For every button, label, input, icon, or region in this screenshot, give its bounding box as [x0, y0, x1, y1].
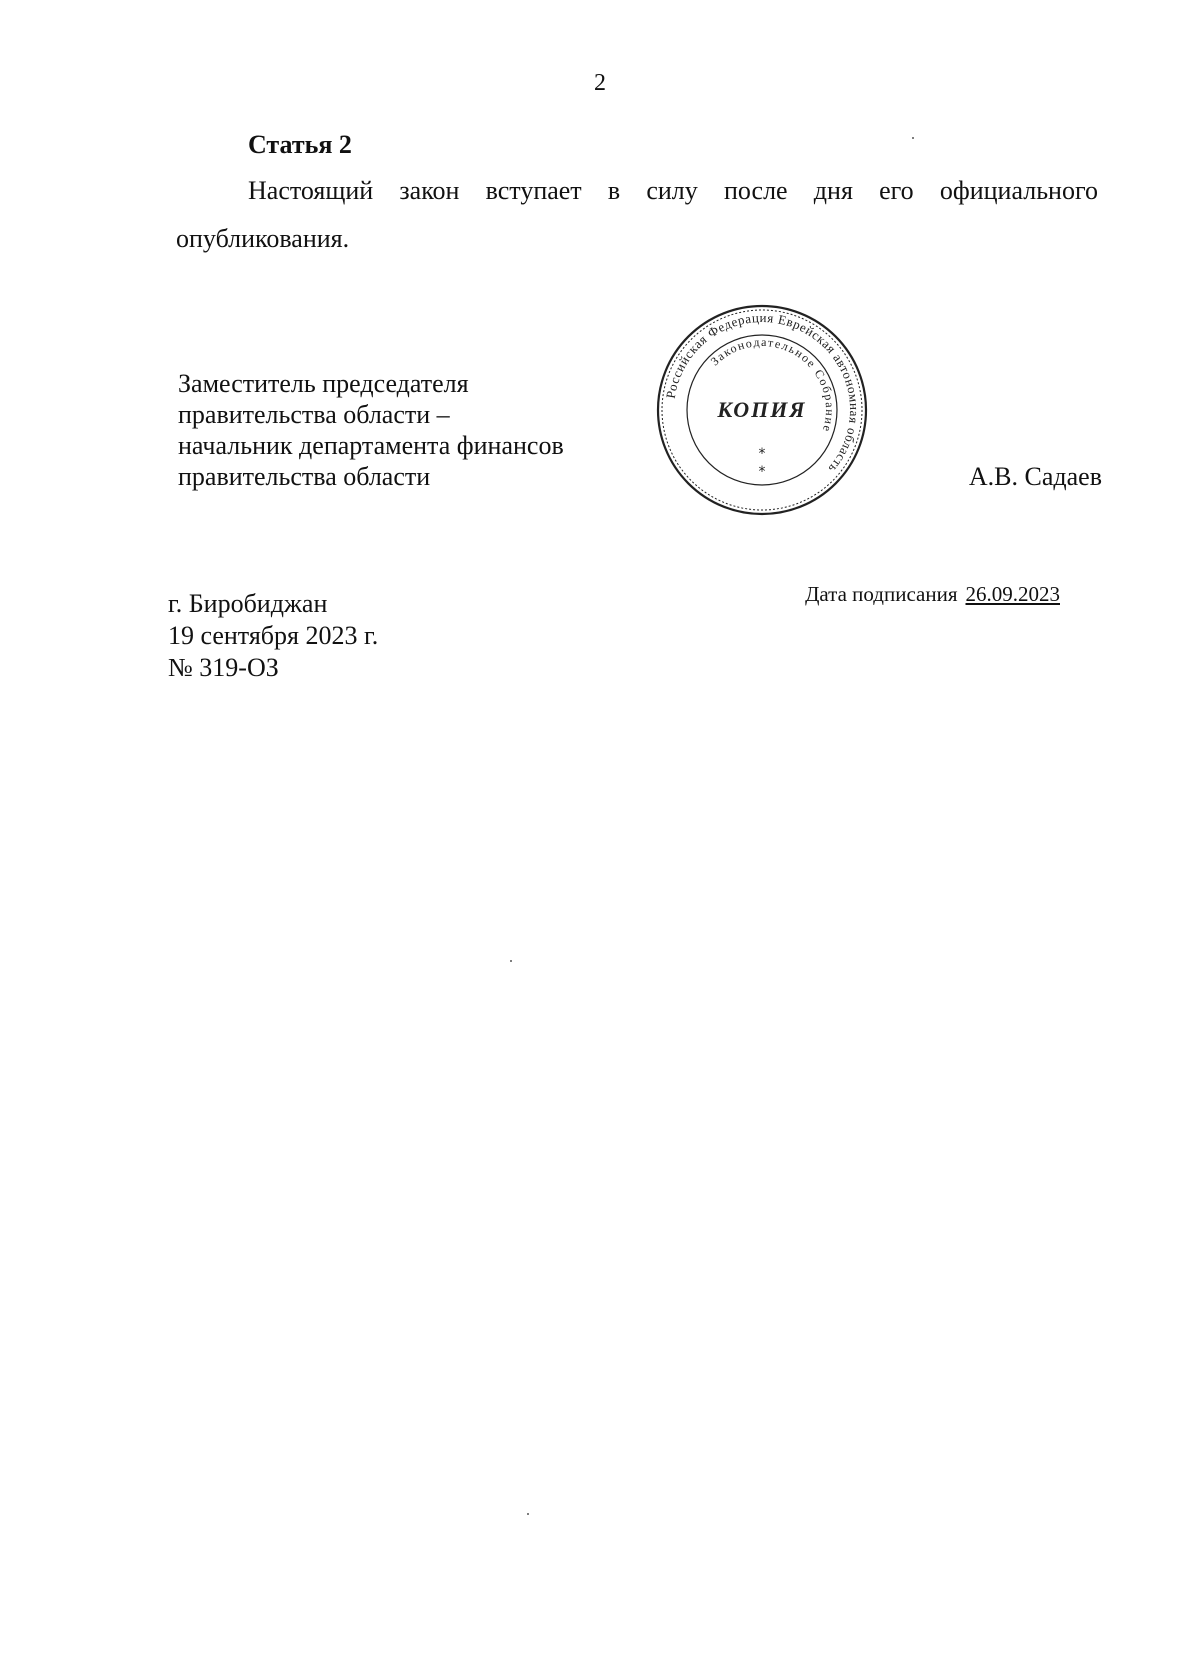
page-number: 2: [594, 70, 606, 96]
signer-position-line: Заместитель председателя: [178, 369, 469, 398]
signing-date: [805, 582, 1060, 607]
law-place-date-number: [168, 588, 378, 684]
law-number: № 319-ОЗ: [168, 653, 279, 682]
article-heading: Статья 2: [248, 130, 352, 159]
article-text-line-1: Настоящий закон вступает в силу после дня его официального: [248, 176, 1098, 205]
stamp-outer-text: Российская Федерация Еврейская автономная область: [662, 309, 863, 477]
signer-name: А.В. Садаев: [968, 462, 1102, 491]
scan-speck: [510, 960, 512, 962]
signer-position-line: начальник департамента финансов: [178, 431, 564, 460]
signing-date-label: Дата подписания: [805, 582, 958, 606]
article-text-line-2: опубликования.: [176, 224, 350, 253]
signing-date-value: 26.09.2023: [965, 582, 1060, 606]
signer-position: [178, 368, 564, 492]
signer-position-line: правительства области: [178, 462, 431, 491]
scan-speck: [912, 137, 914, 139]
stamp-star-icon: *: [758, 446, 766, 462]
city: г. Биробиджан: [168, 589, 328, 618]
signer-position-line: правительства области –: [178, 400, 450, 429]
law-date: 19 сентября 2023 г.: [168, 621, 379, 650]
official-seal-stamp: [652, 298, 872, 522]
stamp-star-icon: *: [758, 464, 766, 480]
stamp-inner-text: Законодательное Собрание: [707, 334, 838, 435]
stamp-center-text: КОПИЯ: [717, 397, 807, 422]
scan-speck: [527, 1513, 529, 1515]
